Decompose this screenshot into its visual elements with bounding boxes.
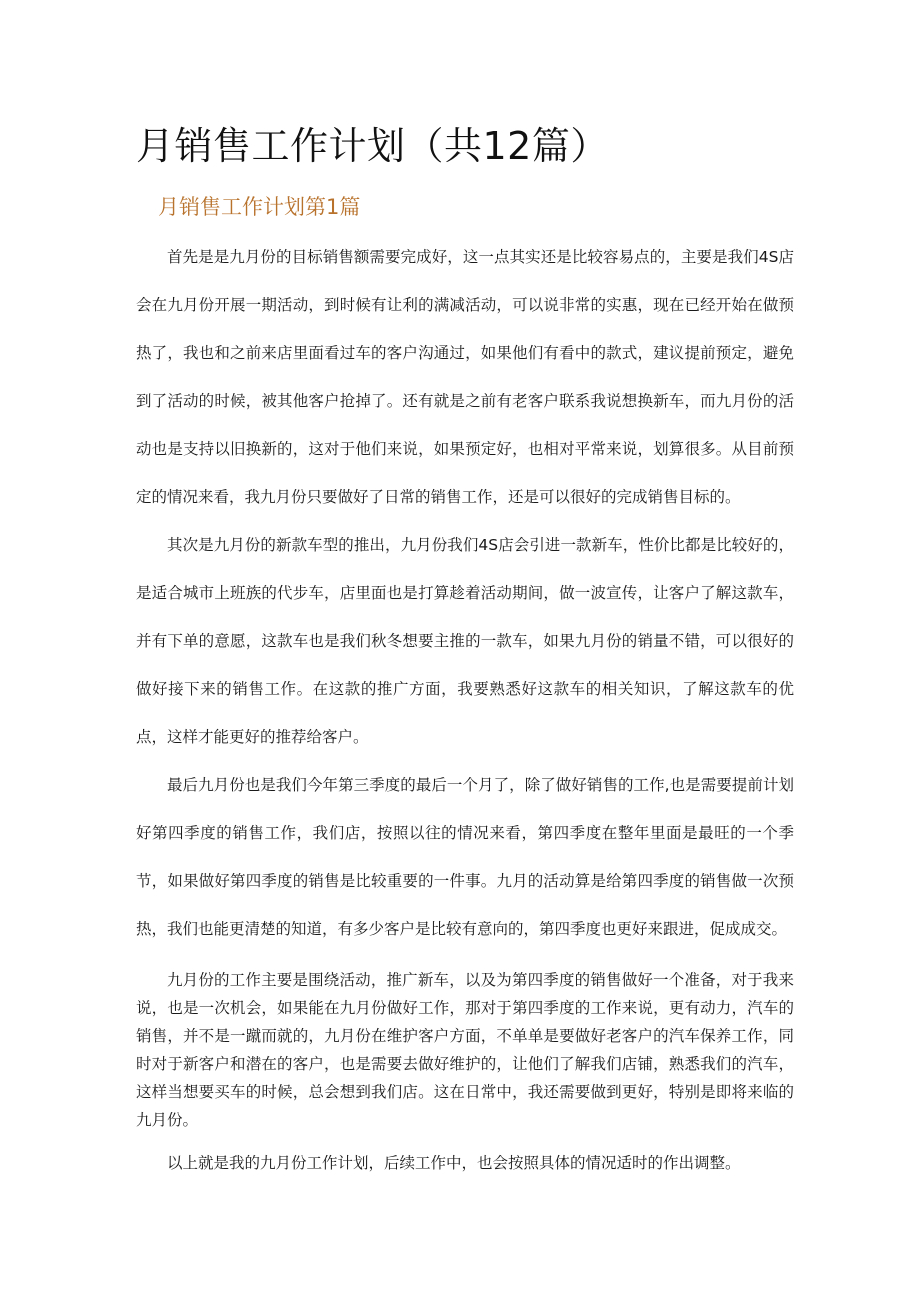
paragraph-2: 其次是九月份的新款车型的推出，九月份我们4S店会引进一款新车，性价比都是比较好的，是适合城市上班族的代步车，店里面也是打算趁着活动期间，做一波宣传，让客户了解这款车，并有下单的意愿，这款车也是我们秋冬想要主推的一款车，如果九月份的销量不错，可以很好的做好接下来的销售工作。在这款的推广方面，我要熟悉好这款车的相关知识，了解这款车的优点，这样才能更好的推荐给客户。 [136,536,794,746]
paragraph-3: 最后九月份也是我们今年第三季度的最后一个月了，除了做好销售的工作,也是需要提前计划好第四季度的销售工作，我们店，按照以往的情况来看，第四季度在整年里面是最旺的一个季节，如果做好第四季度的销售是比较重要的一件事。九月的活动算是给第四季度的销售做一次预热，我们也能更清楚的知道，有多少客户是比较有意向的，第四季度也更好来跟进，促成成交。 [136,776,794,938]
paragraph-5: 以上就是我的九月份工作计划，后续工作中，也会按照具体的情况适时的作出调整。 [167,1154,741,1172]
paragraph-4: 九月份的工作主要是围绕活动，推广新车，以及为第四季度的销售做好一个准备，对于我来说，也是一次机会，如果能在九月份做好工作，那对于第四季度的工作来说，更有动力，汽车的销售，并不是一蹴而就的，九月份在维护客户方面，不单单是要做好老客户的汽车保养工作，同时对于新客户和潜在的客户，也是需要去做好维护的，让他们了解我们店铺，熟悉我们的汽车，这样当想要买车的时候，总会想到我们店。这在日常中，我还需要做到更好，特别是即将来临的九月份。 [136,971,794,1129]
document-title: 月销售工作计划（共12篇） [136,124,609,168]
section-title: 月销售工作计划第1篇 [158,195,361,219]
paragraph-1: 首先是是九月份的目标销售额需要完成好，这一点其实还是比较容易点的，主要是我们4S店会在九月份开展一期活动，到时候有让利的满减活动，可以说非常的实惠，现在已经开始在做预热了，我也和之前来店里面看过车的客户沟通过，如果他们有看中的款式，建议提前预定，避免到了活动的时候，被其他客户抢掉了。还有就是之前有老客户联系我说想换新车，而九月份的活动也是支持以旧换新的，这对于他们来说，如果预定好，也相对平常来说，划算很多。从目前预定的情况来看，我九月份只要做好了日常的销售工作，还是可以很好的完成销售目标的。 [136,248,794,506]
